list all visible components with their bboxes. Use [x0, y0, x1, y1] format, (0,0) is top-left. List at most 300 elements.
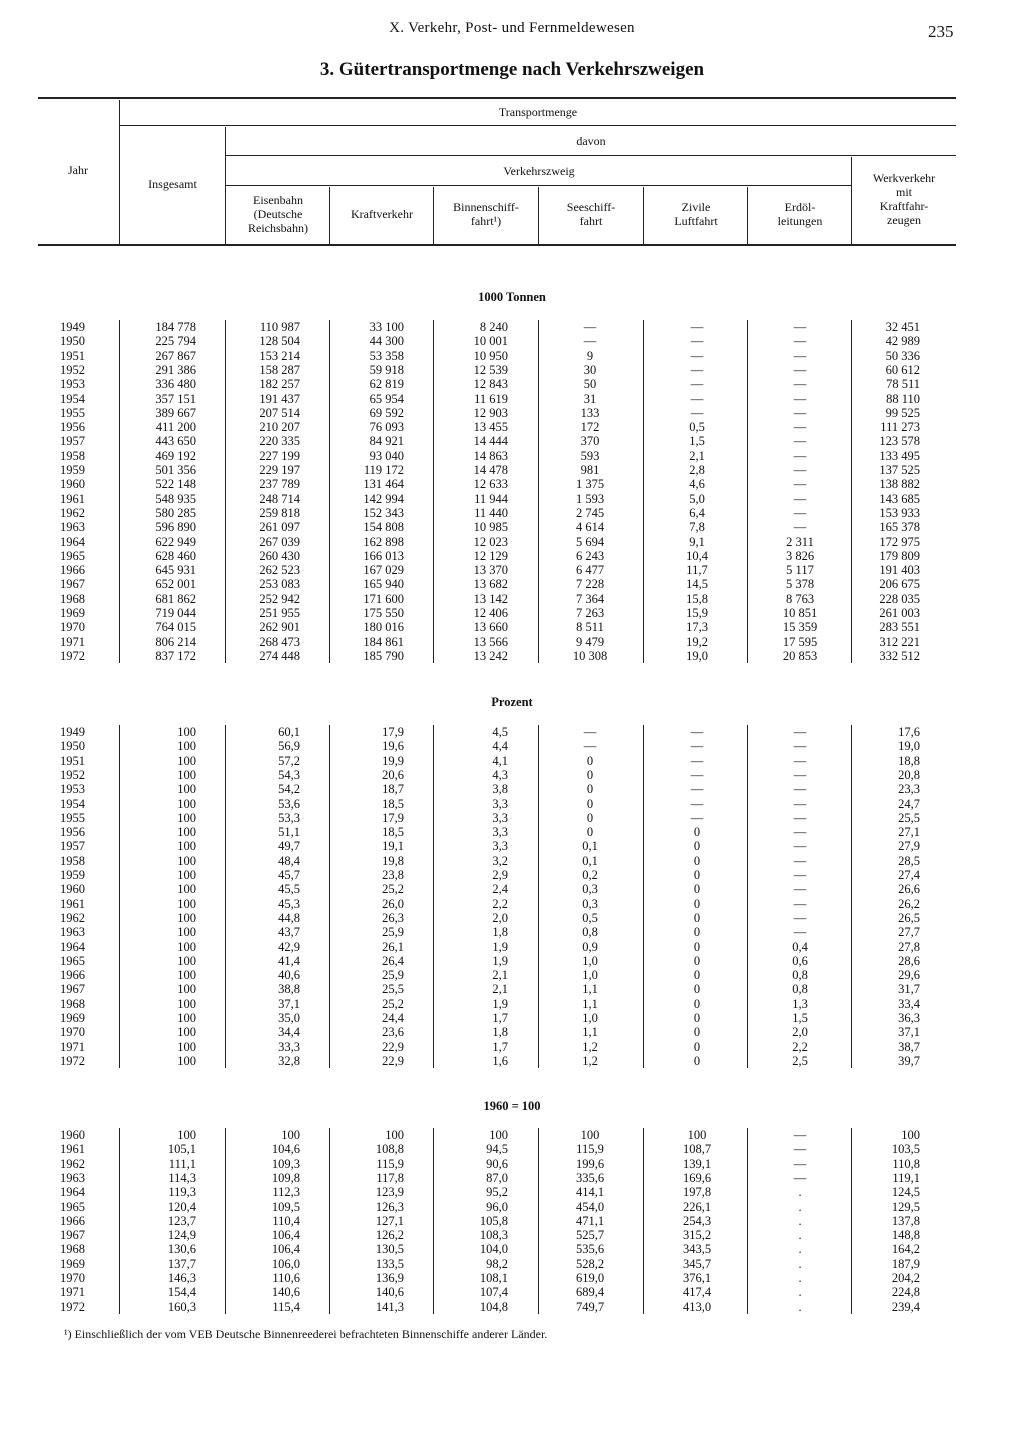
- value-cell: 43,7: [278, 925, 300, 940]
- value-cell: 8 763: [785, 591, 815, 606]
- table-row: [0, 349, 1024, 363]
- value-cell: 32,8: [278, 1053, 300, 1068]
- year-cell: 1957: [60, 434, 85, 449]
- value-cell: 0: [693, 1039, 701, 1054]
- value-cell: 26,2: [898, 896, 920, 911]
- table-row: [0, 463, 1024, 477]
- value-cell: —: [690, 810, 704, 825]
- value-cell: —: [690, 377, 704, 392]
- year-cell: 1971: [60, 1039, 85, 1054]
- table-row: [0, 1025, 1024, 1039]
- value-cell: —: [793, 477, 807, 492]
- table-row: [0, 406, 1024, 420]
- value-cell: 11 944: [474, 491, 508, 506]
- value-cell: 1,7: [492, 1039, 508, 1054]
- year-cell: 1958: [60, 448, 85, 463]
- value-cell: .: [798, 1228, 802, 1243]
- value-cell: 19,2: [686, 634, 708, 649]
- year-cell: 1953: [60, 377, 85, 392]
- value-cell: 1,5: [792, 1011, 808, 1025]
- table-row: [0, 492, 1024, 506]
- value-cell: 37,1: [898, 1025, 920, 1040]
- value-cell: 4,3: [492, 767, 508, 782]
- value-cell: 2,2: [792, 1039, 808, 1054]
- value-cell: 0,8: [582, 925, 598, 940]
- value-cell: 13 242: [473, 648, 508, 663]
- value-cell: 100: [177, 1039, 196, 1054]
- value-cell: 443 650: [155, 434, 196, 449]
- table-row: [0, 649, 1024, 663]
- value-cell: —: [690, 753, 704, 768]
- value-cell: 98,2: [486, 1256, 508, 1271]
- value-cell: 0,5: [689, 420, 705, 435]
- value-cell: 100: [177, 968, 196, 983]
- table-row: [0, 1185, 1024, 1199]
- year-cell: 1965: [60, 1199, 85, 1214]
- year-cell: 1954: [60, 796, 85, 811]
- value-cell: 100: [177, 925, 196, 940]
- value-cell: 53 358: [369, 348, 404, 363]
- value-cell: 2,0: [492, 910, 508, 925]
- value-cell: 501 356: [155, 463, 196, 477]
- value-cell: 153 933: [879, 505, 920, 520]
- value-cell: 28,5: [898, 853, 920, 868]
- value-cell: 719 044: [155, 606, 196, 620]
- value-cell: 133 495: [879, 448, 920, 463]
- col-erdoel: Erdöl- leitungen: [777, 200, 823, 228]
- value-cell: 100: [281, 1128, 300, 1142]
- value-cell: 0,3: [582, 896, 598, 911]
- value-cell: 127,1: [375, 1213, 404, 1228]
- value-cell: 40,6: [278, 968, 300, 983]
- value-cell: 1,1: [582, 996, 598, 1011]
- year-cell: 1955: [60, 810, 85, 825]
- value-cell: 10 308: [572, 648, 608, 663]
- table-row: [0, 1054, 1024, 1068]
- value-cell: 26,1: [382, 939, 404, 954]
- value-cell: 0: [693, 968, 701, 983]
- footnote: ¹) Einschließlich der vom VEB Deutsche Binnenreederei befrachteten Binnenschiffe anderer Länder.: [64, 1327, 548, 1341]
- value-cell: 119,1: [892, 1170, 920, 1185]
- value-cell: 332 512: [879, 648, 920, 663]
- value-cell: 26,4: [382, 953, 404, 968]
- value-cell: 1,0: [582, 968, 598, 983]
- value-cell: 283 551: [879, 620, 920, 635]
- value-cell: 142 994: [363, 491, 404, 506]
- value-cell: 806 214: [155, 634, 196, 649]
- value-cell: 143 685: [879, 491, 920, 506]
- value-cell: 0,2: [582, 868, 598, 882]
- value-cell: —: [793, 767, 807, 782]
- value-cell: 619,0: [575, 1271, 605, 1285]
- year-cell: 1967: [60, 1228, 85, 1243]
- value-cell: 248 714: [259, 491, 300, 506]
- value-cell: 27,4: [898, 868, 920, 882]
- table-row: [0, 620, 1024, 634]
- year-cell: 1966: [60, 563, 85, 578]
- value-cell: 535,6: [575, 1242, 605, 1257]
- value-cell: 115,9: [376, 1156, 404, 1171]
- value-cell: 414,1: [575, 1185, 605, 1200]
- value-cell: —: [690, 348, 704, 363]
- value-cell: 76 093: [369, 420, 404, 435]
- value-cell: 123 578: [879, 434, 920, 449]
- value-cell: —: [793, 448, 807, 463]
- value-cell: 12 539: [473, 362, 508, 377]
- table-row: [0, 377, 1024, 391]
- value-cell: 0: [693, 953, 701, 968]
- value-cell: —: [793, 405, 807, 420]
- value-cell: 114,3: [168, 1170, 196, 1185]
- value-cell: 13 142: [473, 591, 508, 606]
- value-cell: 107,4: [479, 1285, 508, 1300]
- value-cell: 0,8: [792, 982, 808, 997]
- table-row: [0, 911, 1024, 925]
- table-row: [0, 1242, 1024, 1256]
- value-cell: 26,0: [382, 896, 404, 911]
- value-cell: 267 867: [155, 348, 196, 363]
- value-cell: 1,6: [492, 1053, 508, 1068]
- value-cell: 100: [177, 810, 196, 825]
- value-cell: 54,3: [278, 767, 300, 782]
- value-cell: 29,6: [898, 968, 920, 983]
- value-cell: 146,3: [167, 1271, 196, 1285]
- value-cell: 87,0: [486, 1170, 508, 1185]
- value-cell: 7 263: [575, 606, 605, 620]
- value-cell: 23,8: [382, 868, 404, 882]
- year-cell: 1968: [60, 1242, 85, 1257]
- value-cell: 0: [586, 796, 594, 811]
- value-cell: 99 525: [885, 405, 920, 420]
- value-cell: 119 172: [363, 463, 404, 477]
- year-cell: 1967: [60, 982, 85, 997]
- year-cell: 1964: [60, 534, 85, 549]
- value-cell: 24,4: [382, 1011, 404, 1025]
- value-cell: 140,6: [375, 1285, 404, 1300]
- value-cell: 110,6: [272, 1271, 300, 1285]
- year-cell: 1966: [60, 1213, 85, 1228]
- value-cell: 5 694: [575, 534, 605, 549]
- value-cell: 689,4: [575, 1285, 605, 1300]
- value-cell: 9,1: [689, 534, 705, 549]
- value-cell: 34,4: [278, 1025, 300, 1040]
- value-cell: —: [793, 320, 807, 334]
- value-cell: —: [793, 739, 807, 754]
- value-cell: 19,0: [898, 739, 920, 754]
- value-cell: 10 950: [473, 348, 508, 363]
- value-cell: 25,5: [382, 982, 404, 997]
- value-cell: 175 550: [363, 606, 404, 620]
- value-cell: 19,6: [382, 739, 404, 754]
- table-row: [0, 334, 1024, 348]
- table-row: [0, 811, 1024, 825]
- value-cell: 2,8: [689, 463, 705, 477]
- value-cell: 108,8: [375, 1142, 404, 1157]
- value-cell: —: [793, 334, 807, 349]
- value-cell: 15,8: [686, 591, 708, 606]
- value-cell: 119,3: [168, 1185, 196, 1200]
- value-cell: 0,1: [582, 839, 598, 854]
- value-cell: —: [793, 491, 807, 506]
- value-cell: 100: [177, 882, 196, 897]
- value-cell: 103,5: [891, 1142, 920, 1157]
- value-cell: 343,5: [682, 1242, 712, 1257]
- value-cell: 335,6: [575, 1170, 605, 1185]
- value-cell: 15 359: [782, 620, 818, 635]
- value-cell: 110 987: [259, 320, 300, 334]
- value-cell: 108,7: [682, 1142, 712, 1157]
- value-cell: 25,5: [898, 810, 920, 825]
- value-cell: 0,1: [582, 853, 598, 868]
- running-title: X. Verkehr, Post- und Fernmeldewesen: [389, 20, 635, 36]
- value-cell: 78 511: [886, 377, 920, 392]
- table-row: [0, 739, 1024, 753]
- value-cell: —: [583, 725, 597, 739]
- value-cell: 39,7: [898, 1053, 920, 1068]
- value-cell: 260 430: [259, 548, 300, 563]
- value-cell: 19,9: [382, 753, 404, 768]
- value-cell: 1 593: [575, 491, 605, 506]
- value-cell: 139,1: [682, 1156, 712, 1171]
- value-cell: .: [798, 1285, 802, 1300]
- year-cell: 1964: [60, 1185, 85, 1200]
- value-cell: 3,3: [492, 810, 508, 825]
- value-cell: 525,7: [575, 1228, 605, 1243]
- value-cell: 191 403: [879, 563, 920, 578]
- table-row: [0, 392, 1024, 406]
- value-cell: 469 192: [155, 448, 196, 463]
- value-cell: 5 117: [786, 563, 814, 578]
- value-cell: —: [690, 391, 704, 406]
- value-cell: 27,9: [898, 839, 920, 854]
- value-cell: 25,2: [382, 996, 404, 1011]
- year-cell: 1967: [60, 577, 85, 592]
- value-cell: 13 370: [473, 563, 508, 578]
- value-cell: —: [793, 377, 807, 392]
- year-cell: 1963: [60, 1170, 85, 1185]
- value-cell: —: [793, 868, 807, 882]
- year-cell: 1960: [60, 1128, 85, 1142]
- table-row: [0, 882, 1024, 896]
- value-cell: 50 336: [885, 348, 920, 363]
- table-row: [0, 825, 1024, 839]
- value-cell: —: [793, 853, 807, 868]
- value-cell: 259 818: [259, 505, 300, 520]
- value-cell: 207 514: [259, 405, 300, 420]
- value-cell: 267 039: [259, 534, 300, 549]
- value-cell: 130,6: [167, 1242, 196, 1257]
- value-cell: 172 975: [879, 534, 920, 549]
- value-cell: 154,4: [167, 1285, 196, 1300]
- value-cell: 10,4: [686, 548, 708, 563]
- value-cell: 315,2: [682, 1228, 712, 1243]
- value-cell: 0: [693, 868, 701, 882]
- value-cell: 12 633: [473, 477, 508, 492]
- value-cell: 596 890: [155, 520, 196, 535]
- value-cell: 0: [693, 925, 701, 940]
- value-cell: 26,5: [898, 910, 920, 925]
- value-cell: 180 016: [363, 620, 404, 635]
- value-cell: 0,5: [582, 910, 598, 925]
- table-row: [0, 854, 1024, 868]
- value-cell: 184 861: [363, 634, 404, 649]
- value-cell: 104,6: [271, 1142, 300, 1157]
- year-cell: 1961: [60, 491, 85, 506]
- value-cell: 148,8: [891, 1228, 920, 1243]
- value-cell: 182 257: [259, 377, 300, 392]
- year-cell: 1970: [60, 620, 85, 635]
- value-cell: 185 790: [363, 648, 404, 663]
- value-cell: —: [793, 810, 807, 825]
- value-cell: —: [690, 334, 704, 349]
- header-bottom-rule: [38, 244, 956, 246]
- value-cell: 220 335: [259, 434, 300, 449]
- year-cell: 1969: [60, 1256, 85, 1271]
- value-cell: 100: [489, 1128, 508, 1142]
- table-row: [0, 768, 1024, 782]
- value-cell: 25,9: [382, 968, 404, 983]
- table-row: [0, 1128, 1024, 1142]
- value-cell: 0: [586, 810, 594, 825]
- value-cell: 152 343: [363, 505, 404, 520]
- value-cell: 261 003: [879, 606, 920, 620]
- value-cell: 2,4: [492, 882, 508, 897]
- value-cell: 274 448: [259, 648, 300, 663]
- value-cell: 133: [580, 405, 600, 420]
- value-cell: —: [793, 882, 807, 897]
- value-cell: .: [798, 1271, 802, 1285]
- value-cell: 100: [177, 796, 196, 811]
- value-cell: 88 110: [886, 391, 920, 406]
- value-cell: 160,3: [167, 1299, 196, 1314]
- value-cell: 0: [693, 825, 701, 840]
- value-cell: 14 478: [473, 463, 508, 477]
- value-cell: 12 843: [473, 377, 508, 392]
- value-cell: 44 300: [369, 334, 404, 349]
- value-cell: 100: [177, 782, 196, 797]
- value-cell: 18,5: [382, 825, 404, 840]
- value-cell: 2 311: [786, 534, 814, 549]
- value-cell: 3,3: [492, 796, 508, 811]
- value-cell: —: [793, 782, 807, 797]
- value-cell: 1,2: [582, 1039, 598, 1054]
- value-cell: 2,9: [492, 868, 508, 882]
- value-cell: 13 660: [473, 620, 508, 635]
- value-cell: 17 595: [782, 634, 818, 649]
- value-cell: 0: [693, 939, 701, 954]
- value-cell: 100: [177, 753, 196, 768]
- value-cell: 15,9: [686, 606, 708, 620]
- year-cell: 1962: [60, 1156, 85, 1171]
- value-cell: 2,1: [689, 448, 705, 463]
- value-cell: 1,9: [492, 939, 508, 954]
- value-cell: 140,6: [271, 1285, 300, 1300]
- value-cell: 522 148: [155, 477, 196, 492]
- value-cell: 17,9: [382, 810, 404, 825]
- value-cell: 38,7: [898, 1039, 920, 1054]
- col-insgesamt: Insgesamt: [148, 177, 197, 191]
- value-cell: 6 243: [575, 548, 605, 563]
- value-cell: 7 364: [575, 591, 605, 606]
- value-cell: —: [690, 782, 704, 797]
- value-cell: 106,4: [271, 1242, 300, 1257]
- value-cell: 165 940: [363, 577, 404, 592]
- value-cell: 120,4: [167, 1199, 196, 1214]
- value-cell: 90,6: [486, 1156, 508, 1171]
- table-row: [0, 1171, 1024, 1185]
- value-cell: 1,1: [582, 1025, 598, 1040]
- value-cell: 20,6: [382, 767, 404, 782]
- value-cell: —: [690, 796, 704, 811]
- value-cell: 19,8: [382, 853, 404, 868]
- value-cell: 141,3: [375, 1299, 404, 1314]
- value-cell: 136,9: [375, 1271, 404, 1285]
- value-cell: 17,6: [898, 725, 920, 739]
- value-cell: —: [793, 362, 807, 377]
- value-cell: —: [583, 739, 597, 754]
- table-row: [0, 982, 1024, 996]
- value-cell: 4,6: [689, 477, 705, 492]
- value-cell: 681 862: [155, 591, 196, 606]
- value-cell: 27,8: [898, 939, 920, 954]
- value-cell: —: [690, 405, 704, 420]
- value-cell: 100: [385, 1128, 404, 1142]
- value-cell: —: [793, 896, 807, 911]
- value-cell: —: [793, 925, 807, 940]
- value-cell: 11 440: [474, 505, 508, 520]
- value-cell: 130,5: [375, 1242, 404, 1257]
- value-cell: 179 809: [879, 548, 920, 563]
- value-cell: 158 287: [259, 362, 300, 377]
- year-cell: 1963: [60, 925, 85, 940]
- value-cell: 18,7: [382, 782, 404, 797]
- table-row: [0, 1142, 1024, 1156]
- value-cell: 37,1: [278, 996, 300, 1011]
- value-cell: 27,7: [898, 925, 920, 940]
- value-cell: 137,7: [167, 1256, 196, 1271]
- page-number: 235: [928, 22, 954, 41]
- table-row: [0, 434, 1024, 448]
- table-row: [0, 1228, 1024, 1242]
- value-cell: 336 480: [155, 377, 196, 392]
- year-cell: 1971: [60, 634, 85, 649]
- value-cell: 94,5: [486, 1142, 508, 1157]
- table-top-rule: [38, 97, 956, 99]
- value-cell: 0,9: [582, 939, 598, 954]
- value-cell: 96,0: [486, 1199, 508, 1214]
- value-cell: 104,0: [479, 1242, 508, 1257]
- value-cell: 262 901: [259, 620, 300, 635]
- value-cell: 108,1: [479, 1271, 508, 1285]
- value-cell: 0,4: [792, 939, 808, 954]
- value-cell: 1,0: [582, 1011, 598, 1025]
- col-binnenschiff: Binnenschiff- fahrt¹): [453, 200, 519, 228]
- table-row: [0, 592, 1024, 606]
- value-cell: 133,5: [375, 1256, 404, 1271]
- value-cell: 100: [901, 1128, 920, 1142]
- table-row: [0, 782, 1024, 796]
- value-cell: —: [793, 348, 807, 363]
- value-cell: 622 949: [155, 534, 196, 549]
- value-cell: 123,9: [375, 1185, 404, 1200]
- value-cell: 226,1: [682, 1199, 712, 1214]
- value-cell: 2,1: [492, 968, 508, 983]
- value-cell: 417,4: [682, 1285, 712, 1300]
- value-cell: 35,0: [278, 1011, 300, 1025]
- col-davon: davon: [576, 134, 606, 148]
- value-cell: 19,1: [382, 839, 404, 854]
- value-cell: 4,1: [492, 753, 508, 768]
